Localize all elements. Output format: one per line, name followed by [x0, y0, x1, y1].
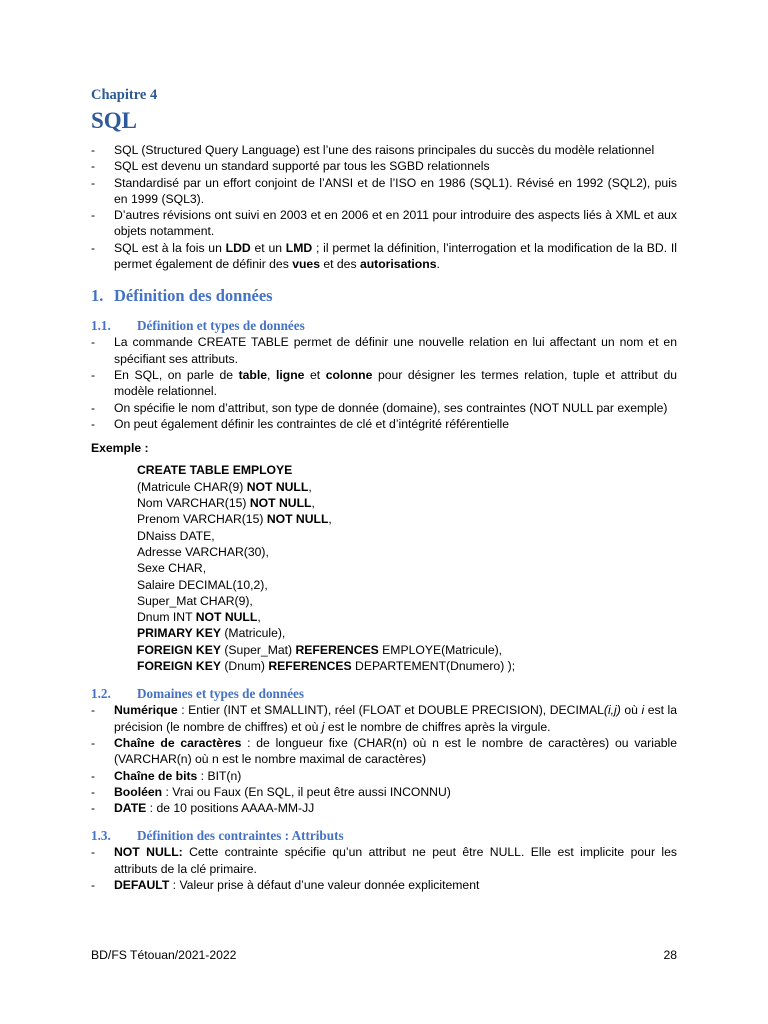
- code-line: CREATE TABLE EMPLOYE: [137, 463, 293, 478]
- code-line: Salaire DECIMAL(10,2),: [137, 577, 268, 592]
- list-item: - Booléen : Vrai ou Faux (En SQL, il peut être aussi INCONNU): [91, 784, 677, 800]
- code-line: (Matricule CHAR(9) NOT NULL,: [137, 479, 312, 494]
- code-line: Dnum INT NOT NULL,: [137, 610, 261, 625]
- code-line: Super_Mat CHAR(9),: [137, 593, 253, 608]
- chapter-label: Chapitre 4: [91, 87, 158, 103]
- list-item: - En SQL, on parle de table, ligne et colonne pour désigner les termes relation, tuple et attribut du modèle relationnel.: [91, 367, 677, 400]
- subsection-heading: 1.2. Domaines et types de données: [91, 686, 305, 702]
- code-line: DNaiss DATE,: [137, 528, 215, 543]
- code-line: Sexe CHAR,: [137, 561, 207, 576]
- list-item: - On peut également définir les contraintes de clé et d’intégrité référentielle: [91, 416, 677, 432]
- list-item: - Chaîne de caractères : de longueur fixe (CHAR(n) où n est le nombre de caractères) ou variable (VARCHAR(n) où n est le nombre maximal de caractères): [91, 735, 677, 768]
- page-number: 28: [663, 948, 677, 962]
- list-item: - Numérique : Entier (INT et SMALLINT), réel (FLOAT et DOUBLE PRECISION), DECIMAL(i,j) où i est la précision (le nombre de chiffres) et où j est le nombre de chiffres après la virgule.: [91, 702, 677, 735]
- list-item: - D’autres révisions ont suivi en 2003 et en 2006 et en 2011 pour introduire des aspects liés à XML et aux objets notamment.: [91, 207, 677, 240]
- constraints-list: [91, 844, 677, 893]
- list-item: - NOT NULL: Cette contrainte spécifie qu’un attribut ne peut être NULL. Elle est implicite pour les attributs de la clé primaire.: [91, 844, 677, 877]
- list-item: - La commande CREATE TABLE permet de définir une nouvelle relation en lui affectant un nom et en spécifiant ses attributs.: [91, 334, 677, 367]
- document-page: [91, 86, 677, 893]
- code-line: FOREIGN KEY (Dnum) REFERENCES DEPARTEMENT(Dnumero) );: [137, 659, 516, 674]
- list-item: - SQL est à la fois un LDD et un LMD ; il permet la définition, l’interrogation et la modification de la BD. Il permet également de définir des vues et des autorisations.: [91, 240, 677, 273]
- subsection-heading: 1.1. Définition et types de données: [91, 318, 305, 334]
- list-item: - SQL est devenu un standard supporté par tous les SGBD relationnels: [91, 158, 677, 174]
- list-item: - Standardisé par un effort conjoint de l’ANSI et de l’ISO en 1986 (SQL1). Révisé en 1992 (SQL2), puis en 1999 (SQL3).: [91, 175, 677, 208]
- example-label: Exemple :: [91, 441, 149, 456]
- list-item: - On spécifie le nom d’attribut, son type de donnée (domaine), ses contraintes (NOT NULL par exemple): [91, 400, 677, 416]
- list-item: - DATE : de 10 positions AAAA-MM-JJ: [91, 800, 677, 816]
- code-line: FOREIGN KEY (Super_Mat) REFERENCES EMPLOYE(Matricule),: [137, 642, 503, 657]
- code-line: Prenom VARCHAR(15) NOT NULL,: [137, 512, 332, 527]
- subsection-heading: 1.3. Définition des contraintes : Attributs: [91, 828, 344, 844]
- code-line: Nom VARCHAR(15) NOT NULL,: [137, 496, 315, 511]
- code-block: [137, 462, 677, 674]
- list-item: - SQL (Structured Query Language) est l’une des raisons principales du succès du modèle relationnel: [91, 142, 677, 158]
- footer-source: BD/FS Tétouan/2021-2022: [91, 948, 237, 962]
- page-title: SQL: [91, 108, 138, 133]
- list-item: - DEFAULT : Valeur prise à défaut d’une valeur donnée explicitement: [91, 877, 677, 893]
- intro-list: [91, 142, 677, 272]
- code-line: Adresse VARCHAR(30),: [137, 544, 269, 559]
- section-heading: 1. Définition des données: [91, 286, 273, 306]
- code-line: PRIMARY KEY (Matricule),: [137, 626, 286, 641]
- list-item: - Chaîne de bits : BIT(n): [91, 768, 677, 784]
- definition-list: [91, 334, 677, 432]
- domain-types-list: [91, 702, 677, 816]
